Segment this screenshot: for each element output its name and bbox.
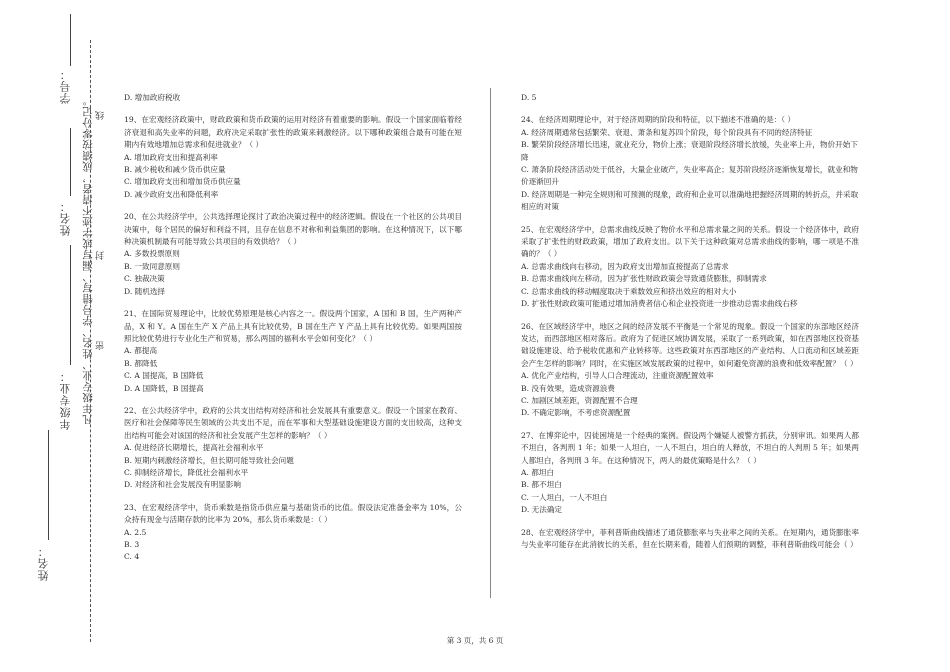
left-question-list <box>124 114 462 563</box>
right-top-option: D. 5 <box>521 93 537 102</box>
answer-option: B. 都降低 <box>124 358 158 368</box>
answer-option: D. 扩张性财政政策可能通过增加消费者信心和企业投资进一步推动总需求曲线右移 <box>521 299 798 309</box>
question <box>124 211 462 298</box>
answer-option: C. 萧条阶段经济活动处于低谷，大量企业破产，失业率高企；复苏阶段经济逐渐恢复增长，就业和物价逐渐回升 <box>521 165 858 187</box>
answer-option: C. 加剧区域差距，资源配置不合理 <box>521 395 638 405</box>
question-stem: 19、在宏观经济政策中，财政政策和货币政策的运用对经济有着重要的影响。假设一个国家面临着经济衰退和高失业率的问题，政府决定采取扩张性的政策来刺激经济。以下哪种政策组合最有可能在短期内有效地增加总需求和促进就业？（ ） <box>124 115 462 150</box>
answer-option: C. 抑制经济增长，降低社会福利水平 <box>124 467 249 477</box>
seal-mark-xian: 线 <box>96 110 106 120</box>
right-column <box>521 92 859 561</box>
answer-option: A. 促进经济长期增长，提高社会福利水平 <box>124 443 264 453</box>
answer-option: D. 对经济和社会发展没有明显影响 <box>124 480 241 490</box>
answer-option: D. 经济周期是一种完全规则和可预测的现象，政府和企业可以准确地把握经济周期的转折点，并采取相应的对策 <box>521 189 859 212</box>
binding-warning: 凡年级专业、姓名、学号错写、漏写或字迹不清者，成绩按零分记。 <box>82 95 94 425</box>
question-stem: 26、在区域经济学中，地区之间的经济发展不平衡是一个常见的现象。假设一个国家的东部地区经济发达，而西部地区相对落后。政府为了促进区域协调发展，采取了一系列政策，如在西部地区投资基础设施建设、给予税收优惠和产业转移等。这些政策对东西部地区的产业结构、人口流动和区域差距会产生怎样的影响？同时，在实施区域发展政策的过程中，如何避免资源的浪费和低效率配置？（ ） <box>521 321 859 368</box>
major-label: 年级专业： <box>59 370 72 430</box>
question-stem: 20、在公共经济学中，公共选择理论探讨了政治决策过程中的经济逻辑。假设在一个社区的公共项目决策中，每个居民的偏好和利益不同，且存在信息不对称和利益集团的影响。在这种情况下，以下哪种决策机制最有可能导致公共项目的有效供给？（ ） <box>124 212 462 247</box>
answer-option: A. 都坦白 <box>521 467 555 477</box>
right-question-list <box>521 114 859 551</box>
column-divider <box>490 88 491 598</box>
left-column <box>124 92 462 574</box>
answer-option: B. 都不坦白 <box>521 480 562 490</box>
answer-option: B. 繁荣阶段经济增长迅速，就业充分，物价上涨；衰退阶段经济增长放缓，失业率上升，物价开始下降 <box>521 140 858 162</box>
answer-option: B. 减少税收和减少货币供应量 <box>124 165 226 175</box>
answer-option: A. 多数投票原则 <box>124 249 180 259</box>
answer-option: D. 不确定影响，不考虑资源配置 <box>521 408 631 418</box>
question-stem: 25、在宏观经济学中，总需求曲线反映了物价水平和总需求量之间的关系。假设一个经济体中，政府采取了扩张性的财政政策，增加了政府支出。以下关于这种政策对总需求曲线的影响，哪一项是不准确的？（ ） <box>521 224 859 259</box>
question <box>521 321 859 420</box>
question-stem: 22、在公共经济学中，政府的公共支出结构对经济和社会发展具有重要意义。假设一个国家在教育、医疗和社会保障等民生领域的公共支出不足，而在军事和大型基础设施建设方面的支出较高，这种支出结构可能会对该国的经济和社会发展产生怎样的影响？（ ） <box>124 405 462 440</box>
binding-strip <box>0 0 118 672</box>
answer-option: A. 2.5 <box>124 527 147 537</box>
question-stem: 27、在博弈论中，囚徒困境是一个经典的案例。假设两个嫌疑人被警方抓获，分别审讯。如果两人都不坦白，各判刑 1 年；如果一人坦白，一人不坦白，坦白的人释放，不坦白的人判刑 5 年；如果两人都坦白，各判刑 3 年。在这种情况下，两人的最优策略是什么？（ ） <box>521 430 859 465</box>
major-field[interactable] <box>70 245 71 365</box>
answer-option: C. 4 <box>124 552 140 562</box>
question <box>521 114 859 213</box>
answer-option: B. 总需求曲线向左移动，因为扩张性财政政策会导致通货膨胀，抑制需求 <box>521 274 767 284</box>
answer-option: D. 无法确定 <box>521 505 563 515</box>
answer-option: B. 没有效果，造成资源浪费 <box>521 383 615 393</box>
answer-option: D. 减少政府支出和降低利率 <box>124 189 219 199</box>
answer-option: B. 短期内刺激经济增长，但长期可能导致社会问题 <box>124 455 294 465</box>
student-no-field[interactable] <box>70 14 71 66</box>
name-label: 姓名： <box>59 200 72 236</box>
answer-option: B. 3 <box>124 540 140 549</box>
binding-dashed-line <box>90 40 91 642</box>
answer-option: A. 总需求曲线向右移动，因为政府支出增加直接提高了总需求 <box>521 261 729 271</box>
question-stem: 23、在宏观经济学中，货币乘数是指货币供应量与基础货币的比值。假设法定准备金率为 10%，公众持有现金与活期存款的比率为 20%，那么货币乘数是：（ ） <box>124 502 462 525</box>
left-top-option: D. 增加政府税收 <box>124 93 181 102</box>
question-stem: 21、在国际贸易理论中，比较优势原理是核心内容之一。假设两个国家，A 国和 B 国，生产两种产品，X 和 Y。A 国在生产 X 产品上具有比较优势，B 国在生产 Y 产品上具有比较优势。如果两国按照比较优势进行专业化生产和贸易，那么两国的福利水平会如何变化？（ ） <box>124 309 462 343</box>
page-footer: 第 3 页，共 6 页 <box>446 636 504 645</box>
student-no-label: 学号： <box>59 68 72 104</box>
answer-option: D. 随机选择 <box>124 286 166 296</box>
question <box>124 405 462 492</box>
answer-option: B. 一致同意原则 <box>124 261 180 271</box>
question <box>124 308 462 395</box>
question <box>124 502 462 564</box>
school-label: 姓名： <box>37 545 50 581</box>
question <box>521 224 859 311</box>
answer-option: C. 增加政府支出和增加货币供应量 <box>124 177 241 187</box>
answer-option: C. A 国提高，B 国降低 <box>124 371 204 381</box>
answer-option: A. 都提高 <box>124 346 158 356</box>
seal-mark-mi: 密 <box>96 340 106 350</box>
question-stem: 28、在宏观经济学中，菲利普斯曲线描述了通货膨胀率与失业率之间的关系。在短期内，通货膨胀率与失业率可能存在此消彼长的关系，但在长期来看，随着人们预期的调整，菲利普斯曲线可能会（ ） <box>521 527 859 549</box>
answer-option: A. 优化产业结构，引导人口合理流动，注重资源配置效率 <box>521 371 714 381</box>
answer-option: A. 增加政府支出和提高利率 <box>124 152 218 162</box>
question <box>521 527 859 552</box>
answer-option: D. A 国降低，B 国提高 <box>124 383 204 393</box>
name-field[interactable] <box>70 128 71 196</box>
school-field[interactable] <box>48 430 49 540</box>
answer-option: C. 总需求曲线的移动幅度取决于乘数效应和挤出效应的相对大小 <box>521 286 737 296</box>
seal-mark-feng: 封 <box>96 250 106 260</box>
question <box>521 430 859 517</box>
question-stem: 24、在经济周期理论中，对于经济周期的阶段和特征，以下描述不准确的是：（ ） <box>521 115 796 125</box>
answer-option: C. 独裁决策 <box>124 274 165 284</box>
answer-option: A. 经济周期通常包括繁荣、衰退、萧条和复苏四个阶段，每个阶段具有不同的经济特征 <box>521 127 813 137</box>
answer-option: C. 一人坦白，一人不坦白 <box>521 492 608 502</box>
question <box>124 114 462 201</box>
